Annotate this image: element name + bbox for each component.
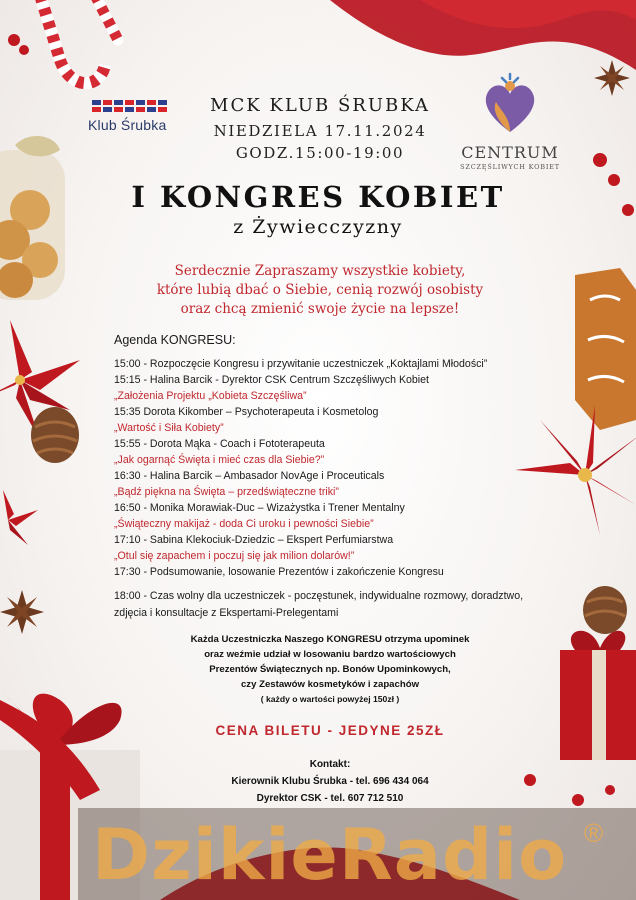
logo-dot [114, 100, 123, 105]
logo-dot [147, 107, 156, 112]
agenda-free-time: 18:00 - Czas wolny dla uczestniczek - poczęstunek, indywidualne rozmowy, doradztwo, zdjęcia i konsultacje z Ekspertami-Prelegentami [114, 590, 524, 619]
contact-line: Kierownik Klubu Śrubka - tel. 696 434 064 [231, 776, 429, 787]
agenda-item: 16:50 - Monika Morawiak-Duc – Wizażystka i Trener Mentalny [114, 502, 405, 514]
agenda-item: 16:30 - Halina Barcik – Ambasador NovAge i Proceuticals [114, 470, 385, 482]
agenda-item: 17:30 - Podsumowanie, losowanie Prezentów i zakończenie Kongresu [114, 566, 444, 578]
logo-dot [103, 107, 112, 112]
agenda-topic: „Wartość i Siła Kobiety” [114, 422, 224, 434]
prize-line: ( każdy o wartości powyżej 150zł ) [260, 694, 400, 704]
dzikieradio-watermark [78, 808, 636, 900]
contact-info [140, 756, 520, 807]
logo-dot [136, 100, 145, 105]
gift-box-icon [560, 631, 636, 760]
klub-srubka-name: Klub Śrubka [88, 117, 167, 133]
logo-dot [158, 107, 167, 112]
main-title: I KONGRES KOBIET [131, 180, 505, 214]
pine-cone-icon [31, 407, 79, 463]
prize-line: oraz weźmie udział w losowaniu bardzo wartościowych [204, 649, 456, 660]
agenda-topic: „Otul się zapachem i poczuj się jak milion dolarów!” [114, 550, 355, 562]
cookie-jar-icon [0, 136, 65, 300]
centrum-title: CENTRUM [461, 143, 559, 162]
logo-dot [103, 100, 112, 105]
event-venue: MCK KLUB ŚRUBKA [210, 95, 430, 116]
agenda-topic: „Świąteczny makijaż - doda Ci uroku i pewności Siebie” [114, 518, 374, 530]
logo-dot [158, 100, 167, 105]
agenda-item: 15:35 Dorota Kikomber – Psychoterapeuta i Kosmetolog [114, 406, 379, 418]
logo-dot [125, 107, 134, 112]
centrum-subtitle: SZCZĘŚLIWYCH KOBIET [460, 163, 560, 171]
gingerbread-icon [575, 268, 636, 430]
logo-dot [125, 100, 134, 105]
invitation-line: Serdecznie Zapraszamy wszystkie kobiety, [174, 263, 466, 279]
logo-dot [147, 100, 156, 105]
agenda-item: 17:10 - Sabina Klekociuk-Dziedzic – Ekspert Perfumiarstwa [114, 534, 394, 546]
invitation-line: które lubią dbać o Siebie, cenią rozwój osobisty [156, 282, 484, 298]
pine-cone-icon [583, 586, 627, 634]
star-anise-icon [594, 60, 630, 96]
invitation-line: oraz chcą zmienić swoje życie na lepsze! [180, 301, 460, 317]
prize-info [140, 632, 520, 707]
candy-cane-icon [40, 0, 118, 83]
logo-dots [92, 100, 178, 112]
logo-dot [136, 107, 145, 112]
contact-line: Dyrektor CSK - tel. 607 712 510 [256, 793, 404, 804]
prize-line: Prezentów Świątecznych np. Bonów Upominkowych, [209, 664, 451, 675]
prize-line: czy Zestawów kosmetyków i zapachów [240, 679, 420, 690]
logo-dot [92, 107, 101, 112]
contact-heading: Kontakt: [309, 759, 351, 770]
agenda-heading: Agenda KONGRESU: [114, 333, 236, 347]
agenda-item: 15:55 - Dorota Mąka - Coach i Fototerapeuta [114, 438, 325, 450]
heart-figure-icon [480, 72, 540, 136]
event-header [170, 95, 470, 162]
centrum-logo [455, 72, 565, 171]
registered-mark: ® [584, 818, 604, 848]
agenda-item: 15:00 - Rozpoczęcie Kongresu i przywitanie uczestniczek „Koktajlami Młodości” [114, 358, 488, 370]
agenda-item: 15:15 - Halina Barcik - Dyrektor CSK Centrum Szczęśliwych Kobiet [114, 374, 429, 386]
event-date: NIEDZIELA 17.11.2024 [213, 122, 427, 140]
agenda-spacer [114, 580, 554, 588]
agenda-topic: „Jak ogarnąć Święta i mieć czas dla Siebie?” [114, 454, 325, 466]
watermark-text: DzikieRadio [92, 814, 568, 896]
event-hours: GODZ.15:00-19:00 [235, 144, 405, 162]
agenda-topic: „Bądź piękna na Święta – przedświąteczne triki” [114, 486, 339, 498]
invitation-text [120, 262, 520, 319]
logo-dot [92, 100, 101, 105]
agenda-topic: „Założenia Projektu „Kobieta Szczęśliwa” [114, 390, 307, 402]
prize-line: Każda Uczestniczka Naszego KONGRESU otrzyma upominek [190, 634, 470, 645]
klub-srubka-logo [88, 100, 178, 133]
ticket-price: CENA BILETU - JEDYNE 25ZŁ [215, 723, 445, 738]
agenda [114, 332, 554, 622]
logo-dot [114, 107, 123, 112]
sub-title: z Żywiecczyzny [233, 216, 403, 238]
